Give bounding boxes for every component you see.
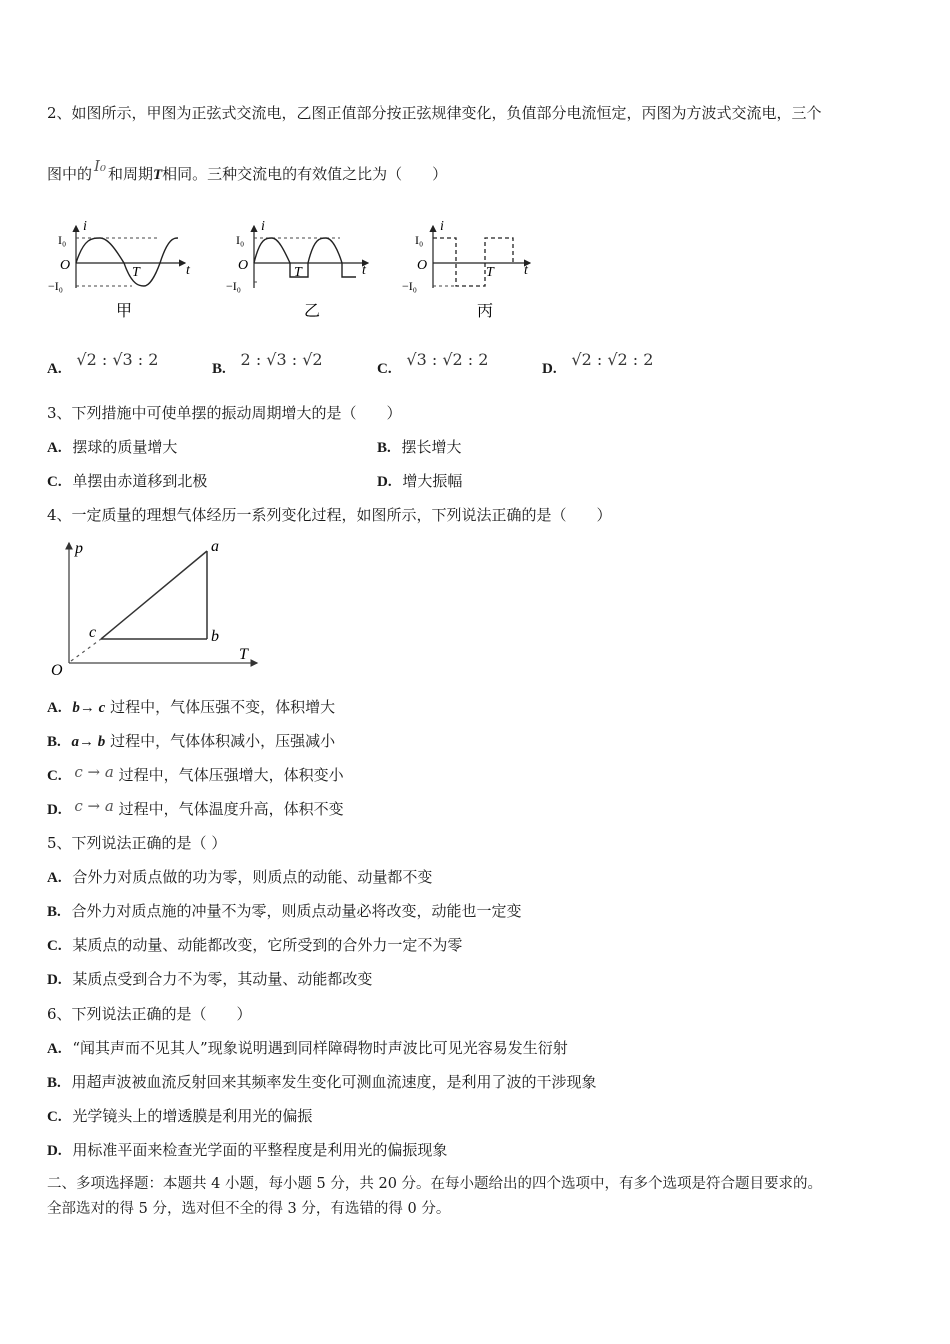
q6-option-b-label: B. [47, 1075, 61, 1091]
q2-T-symbol: T [152, 167, 163, 183]
q2-option-b[interactable] [212, 350, 323, 379]
q6-option-d-label: D. [47, 1143, 62, 1159]
fig-jia-t-label: t [186, 263, 190, 278]
q4-option-c-text: 过程中，气体压强增大，体积变小 [118, 766, 344, 784]
q4-option-d-label: D. [47, 802, 62, 818]
q5-option-b[interactable] [47, 901, 522, 922]
fig-yi-O-label: O [238, 258, 249, 273]
fig-jia-caption: 甲 [116, 303, 133, 320]
q4-option-a[interactable] [47, 697, 335, 718]
q5-option-a-text: 合外力对质点做的功为零，则质点的动能、动量都不变 [72, 868, 433, 886]
q4-option-d-proc: c → a [74, 797, 114, 815]
q4-option-a-text: 过程中，气体压强不变，体积增大 [110, 698, 336, 716]
q4-option-b[interactable] [47, 731, 335, 752]
q5-stem: 5、下列说法正确的是（ ） [47, 834, 227, 852]
q6-option-d[interactable] [47, 1140, 447, 1161]
q3-option-b-text: 摆长增大 [401, 438, 462, 456]
q3-option-c-label: C. [47, 474, 62, 490]
q2-stem-line2 [47, 157, 448, 185]
figure-jia [48, 220, 191, 320]
q6-option-a-text: “闻其声而不见其人”现象说明遇到同样障碍物时声波比可见光容易发生衍射 [72, 1039, 568, 1057]
q2-option-c[interactable] [377, 350, 489, 379]
q4-option-b-proc: a→ b [71, 734, 106, 750]
q4-option-b-text: 过程中，气体体积减小，压强减小 [110, 732, 336, 750]
section2-line2: 全部选对的得 5 分，选对但不全的得 3 分，有选错的得 0 分。 [47, 1201, 451, 1217]
q3-option-a-text: 摆球的质量增大 [72, 438, 178, 456]
figure-yi [226, 220, 368, 320]
q3-option-a[interactable] [47, 437, 177, 458]
q2-option-d-label: D. [542, 361, 557, 377]
q6-option-d-text: 用标准平面来检查光学面的平整程度是利用光的偏振现象 [72, 1141, 448, 1159]
q3-stem: 3、下列措施中可使单摆的振动周期增大的是（ ） [47, 404, 402, 422]
q3-option-d[interactable] [377, 471, 462, 492]
q6-stem: 6、下列说法正确的是（ ） [47, 1005, 252, 1023]
q4-option-b-label: B. [47, 734, 61, 750]
q4-graph-b-label: b [211, 628, 219, 645]
q6-option-b-text: 用超声波被血流反射回来其频率发生变化可测血流速度，是利用了波的干涉现象 [71, 1073, 597, 1091]
q5-option-b-label: B. [47, 904, 61, 920]
fig-yi-t-label: t [362, 263, 366, 278]
q2-option-a-label: A. [47, 361, 62, 377]
fig-jia-T-label: T [132, 265, 140, 280]
q6-option-c-label: C. [47, 1109, 62, 1125]
q2-option-a[interactable] [47, 350, 159, 379]
fig-bing-I0-label: I₀ [415, 233, 424, 247]
fig-jia-O-label: O [60, 258, 71, 273]
q4-option-c[interactable] [47, 765, 344, 786]
q4-option-a-label: A. [47, 700, 62, 716]
q6-option-b[interactable] [47, 1072, 597, 1093]
q3-option-d-label: D. [377, 474, 392, 490]
fig-yi-negI0-label: −I₀ [226, 279, 241, 293]
q6-option-c[interactable] [47, 1106, 312, 1127]
q5-option-a[interactable] [47, 867, 432, 888]
q4-stem: 4、一定质量的理想气体经历一系列变化过程，如图所示，下列说法正确的是（ ） [47, 506, 612, 524]
q4-pT-graph [45, 535, 265, 680]
q2-option-a-value: √2 : √3 : 2 [76, 350, 159, 369]
fig-bing-O-label: O [417, 258, 428, 273]
q4-graph-c-label: c [89, 624, 97, 641]
q5-option-c-text: 某质点的动量、动能都改变，它所受到的合外力一定不为零 [72, 936, 463, 954]
q4-graph-O-label: O [51, 662, 63, 679]
q3-option-c[interactable] [47, 471, 207, 492]
q4-option-c-label: C. [47, 768, 62, 784]
fig-yi-I0-label: I₀ [236, 233, 245, 247]
fig-bing-caption: 丙 [477, 303, 494, 320]
q2-stem-post-b: 相同。三种交流电的有效值之比为（ ） [162, 165, 448, 183]
q3-option-d-text: 增大振幅 [402, 472, 463, 490]
q6-option-c-text: 光学镜头上的增透膜是利用光的偏振 [72, 1107, 313, 1125]
q3-option-c-text: 单摆由赤道移到北极 [72, 472, 208, 490]
q5-option-b-text: 合外力对质点施的冲量不为零，则质点动量必将改变，动能也一定变 [71, 902, 522, 920]
section2-line1: 二、多项选择题：本题共 4 小题，每小题 5 分，共 20 分。在每小题给出的四个选项中，有多个选项是符合题目要求的。 [47, 1176, 823, 1192]
q4-option-d[interactable] [47, 799, 344, 820]
q5-option-c-label: C. [47, 938, 62, 954]
q5-option-d[interactable] [47, 969, 372, 990]
q2-stem-post-a: 和周期 [107, 165, 153, 183]
q2-option-b-value: 2 : √3 : √2 [240, 350, 323, 369]
fig-jia-I0-label: I₀ [58, 233, 67, 247]
fig-bing-T-label: T [486, 265, 494, 280]
q4-graph-p-label: p [75, 540, 83, 557]
fig-jia-negI0-label: −I₀ [48, 279, 63, 293]
q4-option-a-proc: b→ c [72, 700, 106, 716]
q4-graph-a-label: a [211, 538, 219, 555]
q3-option-b[interactable] [377, 437, 462, 458]
q4-graph-T-label: T [239, 646, 248, 663]
q2-stem-pre: 图中的 [47, 165, 93, 183]
q6-option-a-label: A. [47, 1041, 62, 1057]
fig-yi-i-label: i [261, 220, 265, 234]
q3-option-a-label: A. [47, 440, 62, 456]
q5-option-d-label: D. [47, 972, 62, 988]
q2-figures [40, 220, 560, 325]
q3-option-b-label: B. [377, 440, 391, 456]
q2-option-c-value: √3 : √2 : 2 [406, 350, 489, 369]
fig-bing-t-label: t [524, 263, 528, 278]
fig-bing-negI0-label: −I₀ [402, 279, 417, 293]
q2-stem-line1: 2、如图所示，甲图为正弦式交流电，乙图正值部分按正弦规律变化，负值部分电流恒定，丙图为方波式交流电，三个 [47, 104, 822, 122]
q5-option-c[interactable] [47, 935, 462, 956]
fig-bing-i-label: i [440, 220, 444, 234]
q6-option-a[interactable] [47, 1038, 568, 1059]
q5-option-a-label: A. [47, 870, 62, 886]
q2-option-d[interactable] [542, 350, 654, 379]
q2-I0-symbol: I₀ [94, 157, 106, 175]
q2-option-d-value: √2 : √2 : 2 [571, 350, 654, 369]
fig-jia-i-label: i [83, 220, 87, 234]
q2-option-b-label: B. [212, 361, 226, 377]
fig-yi-caption: 乙 [304, 303, 321, 320]
q4-option-c-proc: c → a [74, 763, 114, 781]
fig-yi-T-label: T [294, 265, 302, 280]
figure-bing [402, 220, 530, 320]
q4-option-d-text: 过程中，气体温度升高，体积不变 [118, 800, 344, 818]
q5-option-d-text: 某质点受到合力不为零，其动量、动能都改变 [72, 970, 373, 988]
q2-option-c-label: C. [377, 361, 392, 377]
